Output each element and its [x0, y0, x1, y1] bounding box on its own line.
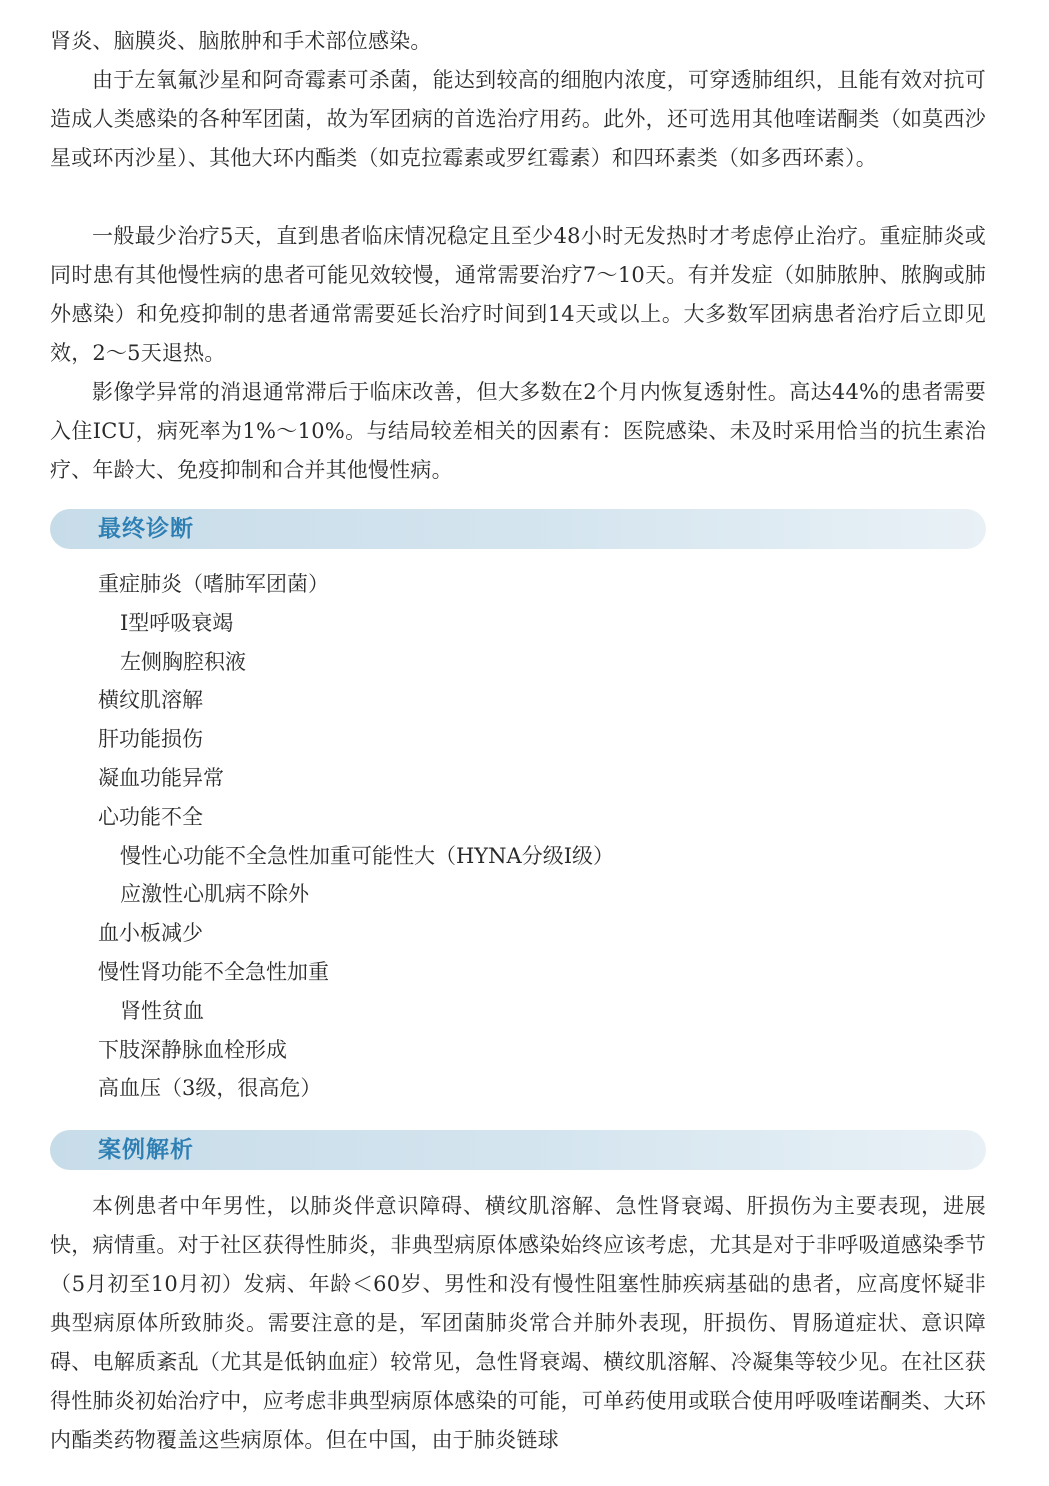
intro-paragraph-1: 由于左氧氟沙星和阿奇霉素可杀菌，能达到较高的细胞内浓度，可穿透肺组织，且能有效对抗可造成人类感染的各种军团菌，故为军团病的首选治疗用药。此外，还可选用其他喹诺酮类（如莫西沙星或环丙沙星）、其他大环内酯类（如克拉霉素或罗红霉素）和四环素类（如多西环素）。	[50, 68, 986, 170]
final-diagnosis-title: 最终诊断	[98, 516, 194, 542]
case-analysis-title: 案例解析	[98, 1137, 194, 1163]
diagnosis-item: 血小板减少	[98, 921, 203, 946]
case-analysis-paragraph: 本例患者中年男性，以肺炎伴意识障碍、横纹肌溶解、急性肾衰竭、肝损伤为主要表现，进展快，病情重。对于社区获得性肺炎，非典型病原体感染始终应该考虑，尤其是对于非呼吸道感染季节（5月初至10月初）发病、年龄＜60岁、男性和没有慢性阻塞性肺疾病基础的患者，应高度怀疑非典型病原体所致肺炎。需要注意的是，军团菌肺炎常合并肺外表现，肝损伤、胃肠道症状、意识障碍、电解质紊乱（尤其是低钠血症）较常见，急性肾衰竭、横纹肌溶解、冷凝集等较少见。在社区获得性肺炎初始治疗中，应考虑非典型病原体感染的可能，可单药使用或联合使用呼吸喹诺酮类、大环内酯类药物覆盖这些病原体。但在中国，由于肺炎链球	[50, 1194, 986, 1452]
intro-paragraph-3: 影像学异常的消退通常滞后于临床改善，但大多数在2个月内恢复透射性。高达44%的患者需要入住ICU，病死率为1%～10%。与结局较差相关的因素有：医院感染、未及时采用恰当的抗生素治疗、年龄大、免疫抑制和合并其他慢性病。	[50, 380, 986, 482]
diagnosis-subitem: 应激性心肌病不除外	[120, 882, 309, 907]
diagnosis-subitem: 肾性贫血	[120, 998, 204, 1023]
final-diagnosis-header	[50, 509, 986, 549]
diagnosis-item: 下肢深静脉血栓形成	[98, 1037, 287, 1062]
intro-lead-line: 肾炎、脑膜炎、脑脓肿和手术部位感染。	[50, 29, 432, 53]
case-analysis-header	[50, 1130, 986, 1170]
final-diagnosis-list	[98, 565, 614, 1108]
diagnosis-item: 重症肺炎（嗜肺军团菌）	[98, 572, 329, 596]
intro-paragraph-2: 一般最少治疗5天，直到患者临床情况稳定且至少48小时无发热时才考虑停止治疗。重症肺炎或同时患有其他慢性病的患者可能见效较慢，通常需要治疗7～10天。有并发症（如肺脓肿、脓胸或肺外感染）和免疫抑制的患者通常需要延长治疗时间到14天或以上。大多数军团病患者治疗后立即见效，2～5天退热。	[50, 224, 986, 365]
diagnosis-item: 凝血功能异常	[98, 765, 224, 790]
diagnosis-subitem: 慢性心功能不全急性加重可能性大（HYNA分级Ⅰ级）	[120, 843, 615, 868]
diagnosis-subitem: 左侧胸腔积液	[120, 649, 246, 674]
diagnosis-item: 高血压（3级，很高危）	[98, 1076, 322, 1101]
diagnosis-item: 心功能不全	[98, 804, 203, 829]
diagnosis-item: 肝功能损伤	[98, 727, 203, 752]
diagnosis-item: 慢性肾功能不全急性加重	[98, 959, 329, 984]
diagnosis-subitem: Ⅰ型呼吸衰竭	[120, 610, 234, 635]
diagnosis-item: 横纹肌溶解	[98, 688, 203, 713]
